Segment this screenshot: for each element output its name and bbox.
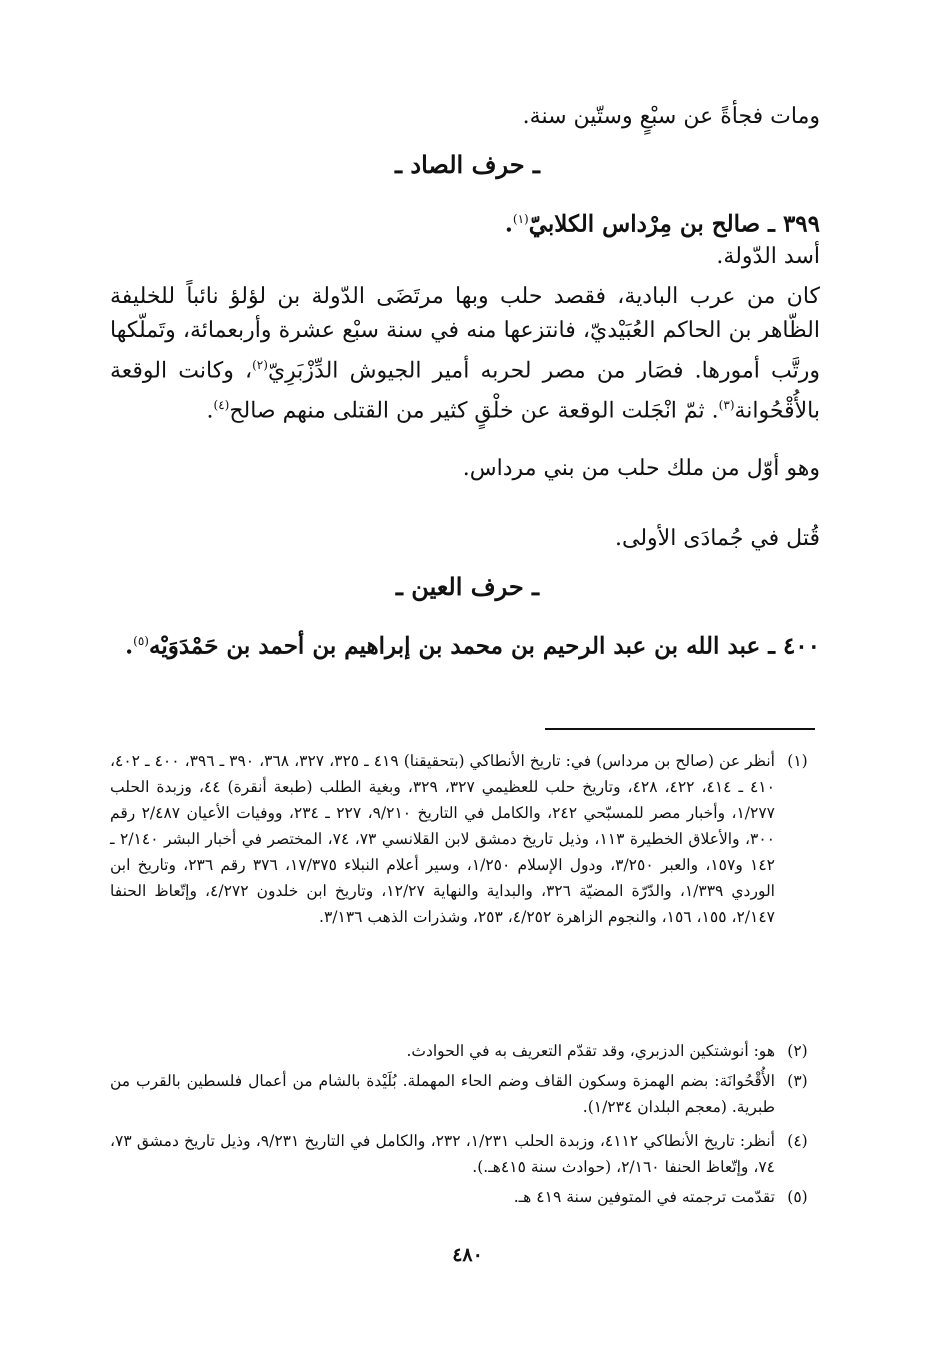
footnote-1-text: أنظر عن (صالح بن مرداس) في: تاريخ الأنطاكي (بتحقيقنا) ٤١٩ ـ ٣٢٥، ٣٢٧، ٣٦٨، ٣٩٠ ـ ٣٩٦، ٤٠٠ ـ ٤٠٢، ٤١٠ ـ ٤١٤، ٤٢٢، ٤٢٨، وتاريخ حلب للعظيمي ٣٢٧، ٣٢٩، وبغية الطلب (طبعة أنقرة) ٤٤، وزبدة الحلب ١/٢٧٧، وأخبار مصر للمسبّحي ٢٤٢، والكامل في التاريخ ٩/٢١٠، ٢٢٧ ـ ٢٣٤، ووفيات الأعيان ٢/٤٨٧ رقم ٣٠٠، والأعلاق الخطيرة ١١٣، وذيل تاريخ دمشق لابن القلانسي ٧٣، ٧٤، المختصر في أخبار البشر ٢/١٤٠ ـ ١٤٢ و١٥٧، والعبر ٣/٢٥٠، ودول الإسلام ١/٢٥٠، وسير أعلام النبلاء ١٧/٣٧٥، ٣٧٦ رقم ٢٣٦، وتاريخ ابن الوردي ١/٣٣٩، والدّرّة المضيّة ٣٢٦، والبداية والنهاية ١٢/٢٧، وتاريخ ابن خلدون ٤/٢٧٢، وإتّعاظ الحنفا ٢/١٤٧، ١٥٥، ١٥٦، والنجوم الزاهرة ٤/٢٥٢، ٢٥٣، وشذرات الذهب ٣/١٣٦. bbox=[110, 752, 776, 926]
footnote-ref-2: (٢) bbox=[252, 358, 268, 372]
entry-400-title-text: ٤٠٠ ـ عبد الله بن عبد الرحيم بن محمد بن إبراهيم بن أحمد بن حَمْدَوَيْه bbox=[148, 632, 820, 660]
intro-line-text: ومات فجأةً عن سبْعٍ وستّين سنة. bbox=[522, 104, 820, 129]
footnote-4-text: أنظر: تاريخ الأنطاكي ٤١١٢، وزبدة الحلب ١/٢٣١، ٢٣٢، والكامل في التاريخ ٩/٢٣١، وذيل تاريخ دمشق ٧٣، ٧٤، وإتّعاظ الحنفا ٢/١٦٠، (حوادث سنة ٤١٥هـ.). bbox=[110, 1132, 775, 1176]
footnote-3-text: الأُقْحُوانَة: بضم الهمزة وسكون القاف وضم الحاء المهملة. بُلَيْدة بالشام من أعمال فلسطين بالقرب من طبرية. (معجم البلدان ١/٢٣٤). bbox=[110, 1072, 775, 1116]
footnote-3 bbox=[110, 1068, 820, 1120]
entry-399-title bbox=[110, 200, 820, 244]
footnote-3-number: (٣) bbox=[787, 1072, 808, 1090]
entry-399-paragraph-b: ، وكانت الوقعة بالأُقْحُوانة bbox=[110, 358, 820, 424]
entry-399-title-text: ٣٩٩ ـ صالح بن مِرْداس الكلابيّ bbox=[528, 210, 820, 238]
entry-399-laqab: أسد الدّولة. bbox=[716, 244, 820, 269]
footnote-ref-1: (١) bbox=[512, 212, 529, 226]
footnote-5 bbox=[110, 1184, 820, 1210]
entry-399-title-suffix: . bbox=[504, 210, 513, 238]
footnote-5-number: (٥) bbox=[787, 1188, 808, 1206]
entry-400-title-suffix: . bbox=[125, 632, 134, 660]
footnote-4-number: (٤) bbox=[787, 1132, 808, 1150]
entry-400-title bbox=[110, 622, 820, 666]
footnote-2-text: هو: أنوشتكين الدزبري، وقد تقدّم التعريف به في الحوادث. bbox=[406, 1042, 775, 1060]
footnote-ref-5: (٥) bbox=[133, 634, 149, 648]
entry-399-first-ruler: وهو أوّل من ملك حلب من بني مرداس. bbox=[462, 456, 820, 481]
footnote-ref-3: (٣) bbox=[718, 398, 735, 413]
footnote-2 bbox=[110, 1038, 820, 1064]
entry-399-paragraph-a: كان من عرب البادية، فقصد حلب وبها مرتَضَى الدّولة بن لؤلؤ نائباً للخليفة الظّاهر بن الحاكم العُبَيْديّ، فانتزعها منه في سنة سبْع عشرة وأربعمائة، وتَملّكها ورتَّب أمورها. فصَار من مصر لحربه أمير الجيوش الدِّزْبَرِيّ bbox=[110, 284, 820, 384]
page-number: ٤٨٠ bbox=[452, 1244, 483, 1266]
footnote-1 bbox=[110, 748, 820, 930]
section-heading-ain: ـ حرف العين ـ bbox=[395, 572, 540, 601]
footnote-2-number: (٢) bbox=[787, 1042, 808, 1060]
entry-399-paragraph bbox=[110, 280, 820, 429]
footnote-1-number: (١) bbox=[787, 752, 808, 770]
section-heading-sad: ـ حرف الصاد ـ bbox=[395, 150, 540, 179]
entry-399-paragraph-c: . ثمّ انْجَلت الوقعة عن خلْقٍ كثير من القتلى منهم صالح bbox=[229, 398, 719, 424]
footnote-divider bbox=[545, 728, 815, 730]
footnote-ref-4: (٤) bbox=[213, 398, 230, 413]
footnote-5-text: تقدّمت ترجمته في المتوفين سنة ٤١٩ هـ. bbox=[513, 1188, 775, 1206]
footnote-4 bbox=[110, 1128, 820, 1180]
entry-399-paragraph-d: . bbox=[206, 398, 214, 424]
entry-399-killed: قُتل في جُمادَى الأولى. bbox=[614, 526, 820, 551]
intro-line bbox=[110, 100, 820, 134]
